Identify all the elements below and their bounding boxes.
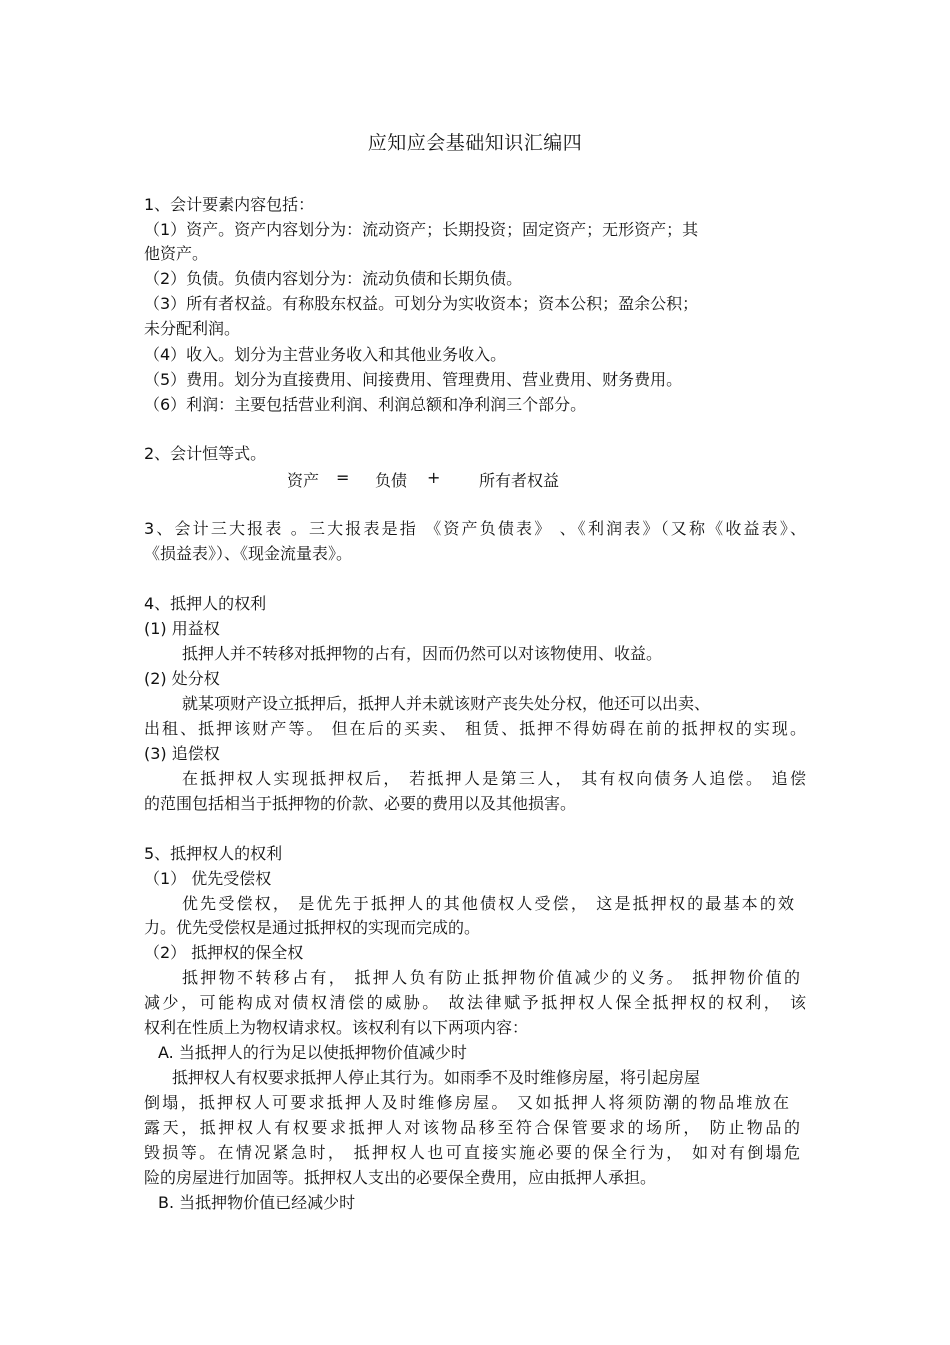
section-4-sub-1: (1) 用益权: [144, 619, 220, 638]
section-5-para-1a: 优先受偿权， 是优先于抵押人的其他债权人受偿， 这是抵押权的最基本的效: [182, 894, 794, 913]
section-4-para-2a: 就某项财产设立抵押后，抵押人并未就该财产丧失处分权，他还可以出卖、: [182, 694, 711, 713]
equation-plus: +: [427, 468, 441, 487]
section-1-line-6: （4）收入。划分为主营业务收入和其他业务收入。: [144, 345, 507, 364]
section-4-para-1: 抵押人并不转移对抵押物的占有，因而仍然可以对该物使用、收益。: [182, 644, 663, 663]
section-5-item-b-heading: B. 当抵押物价值已经减少时: [158, 1193, 356, 1212]
section-5-sub-1: （1） 优先受偿权: [144, 869, 272, 888]
section-1-line-1: （1）资产。资产内容划分为：流动资产；长期投资；固定资产；无形资产；其: [144, 220, 699, 239]
section-2-heading: 2、会计恒等式。: [144, 444, 267, 463]
section-1-line-2: 他资产。: [144, 244, 209, 263]
section-5-para-2b: 减少，可能构成对债权清偿的威胁。 故法律赋予抵押权人保全抵押权的权利， 该: [144, 993, 806, 1012]
section-3-line-2: 《损益表》）、《现金流量表》。: [144, 544, 353, 563]
section-5-item-a-line-4: 毁损等。在情况紧急时， 抵押权人也可直接实施必要的保全行为， 如对有倒塌危: [144, 1143, 800, 1162]
section-5-sub-2: （2） 抵押权的保全权: [144, 943, 304, 962]
section-5-para-2a: 抵押物不转移占有， 抵押人负有防止抵押物价值减少的义务。 抵押物价值的: [182, 968, 800, 987]
section-1-heading: 1、会计要素内容包括：: [144, 195, 315, 214]
section-5-heading: 5、抵押权人的权利: [144, 844, 283, 863]
equation-assets: 资产: [287, 471, 320, 490]
section-4-para-3a: 在抵押权人实现抵押权后， 若抵押人是第三人， 其有权向债务人追偿。 追偿: [182, 769, 806, 788]
section-5-item-a-line-3: 露天，抵押权人有权要求抵押人对该物品移至符合保管要求的场所， 防止物品的: [144, 1118, 800, 1137]
section-5-para-2c: 权利在性质上为物权请求权。该权利有以下两项内容：: [144, 1018, 529, 1037]
section-4-heading: 4、抵押人的权利: [144, 594, 267, 613]
page-title: 应知应会基础知识汇编四: [367, 132, 583, 154]
section-3-line-1: 3、会计三大报表 。三大报表是指 《资产负债表》 、《利润表》（又称《收益表》、: [144, 519, 806, 538]
equation-equals: =: [336, 468, 350, 487]
section-4-sub-3: (3) 追偿权: [144, 744, 220, 763]
section-1-line-7: （5）费用。划分为直接费用、间接费用、管理费用、营业费用、财务费用。: [144, 370, 683, 389]
section-4-sub-2: (2) 处分权: [144, 669, 220, 688]
section-1-line-4: （3）所有者权益。有称股东权益。可划分为实收资本；资本公积；盈余公积；: [144, 294, 699, 313]
section-1-line-5: 未分配利润。: [144, 319, 241, 338]
section-5-item-a-heading: A. 当抵押人的行为足以使抵押物价值减少时: [158, 1043, 467, 1062]
equation-equity: 所有者权益: [479, 471, 560, 490]
section-1-line-3: （2）负债。负债内容划分为：流动负债和长期负债。: [144, 269, 523, 288]
section-4-para-2b: 出租、抵押该财产等。 但在后的买卖、 租赁、抵押不得妨碍在前的抵押权的实现。: [144, 719, 806, 738]
section-5-item-a-line-5: 险的房屋进行加固等。抵押权人支出的必要保全费用，应由抵押人承担。: [144, 1168, 657, 1187]
section-5-para-1b: 力。优先受偿权是通过抵押权的实现而完成的。: [144, 918, 481, 937]
section-5-item-a-line-2: 倒塌，抵押权人可要求抵押人及时维修房屋。 又如抵押人将须防潮的物品堆放在: [144, 1093, 789, 1112]
section-4-para-3b: 的范围包括相当于抵押物的价款、必要的费用以及其他损害。: [144, 794, 577, 813]
equation-liabilities: 负债: [375, 471, 408, 490]
section-1-line-8: （6）利润：主要包括营业利润、利润总额和净利润三个部分。: [144, 395, 587, 414]
section-5-item-a-line-1: 抵押权人有权要求抵押人停止其行为。如雨季不及时维修房屋，将引起房屋: [172, 1068, 701, 1087]
